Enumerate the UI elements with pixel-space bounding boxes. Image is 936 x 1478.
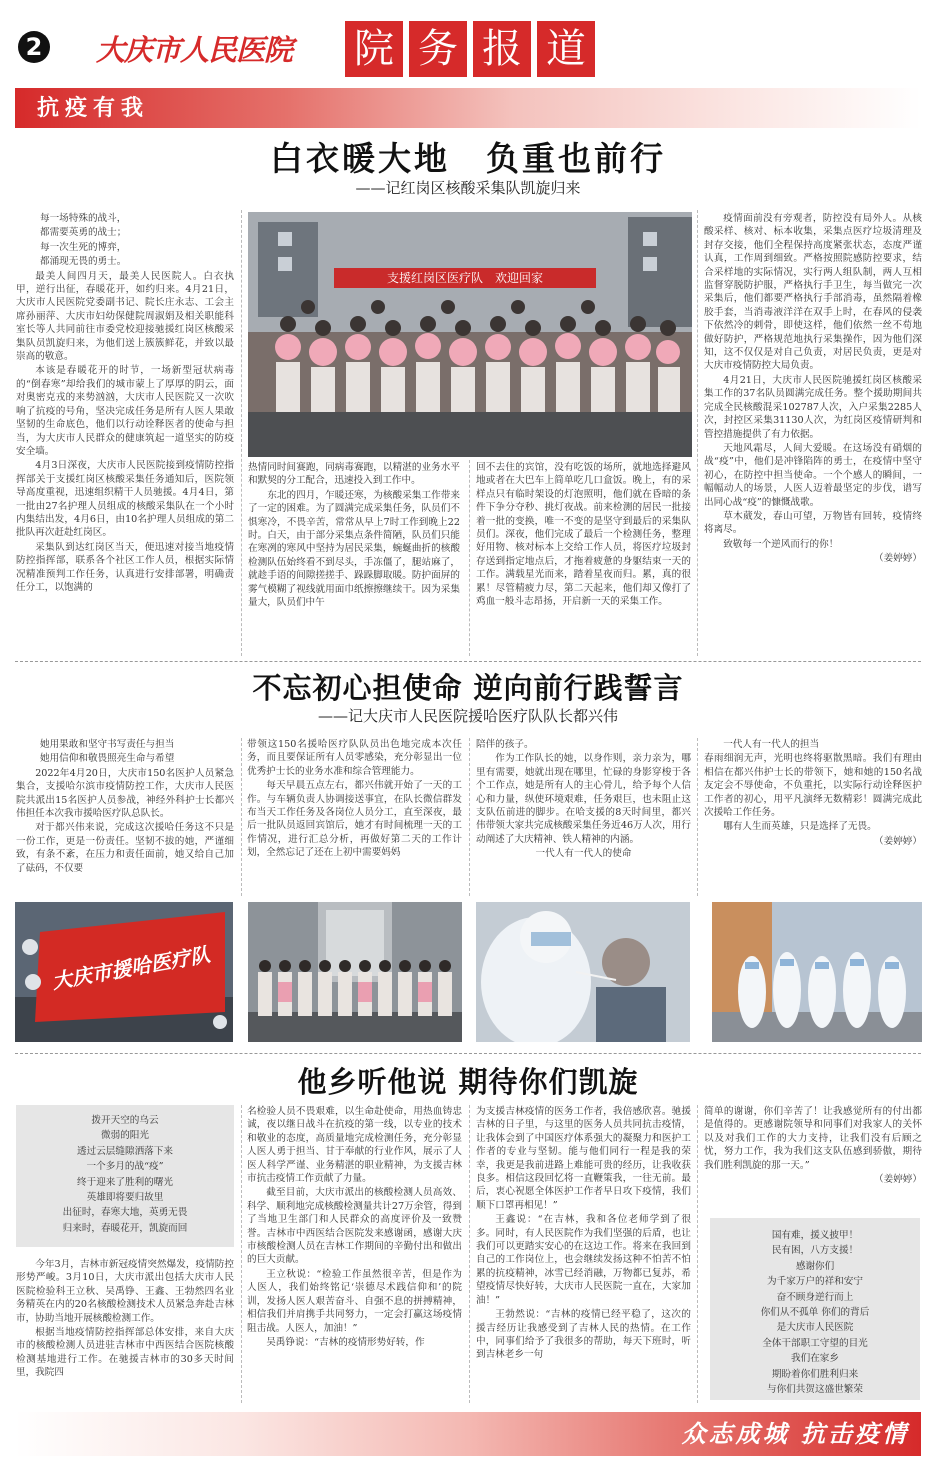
- column-divider: [697, 210, 698, 656]
- article-paragraph: 简单的谢谢，你们辛苦了！让我感觉所有的付出都是值得的。更感谢院领导和同事们对我家人的关怀以及对我们工作的大力支持，让我们没有后顾之忧，努力工作，我为我们这支队伍感到骄傲，期待我们胜利凯旋的那一天。”: [704, 1106, 922, 1171]
- article-paragraph: 疫情面前没有旁观者，防控没有局外人。从核酸采样、核对、标本收集，采集点医疗垃圾清理及封存交接，他们全程保持高度紧张状态，态度严谨认真，工作周到细致。严格按照院感防控要求，结合采样地的实际情况，实行两人组队制，两人互相监督穿脱防护服，严格执行手卫生，每当做完一次采集后，他们都要严格执行手部消毒，虽然隔着橡胶手套，当消毒液洋洋在双手上时，在春风的侵袭下依然冷的刺骨，即使这样，他们依然一丝不苟地做好防护，严格规范地执行采集操作，因为他们深知，这不仅仅是对自己负责，对居民负责，更是对大庆市疫情防控大局负责。: [704, 213, 922, 372]
- article-paragraph: 一代人有一代人的担当: [723, 739, 820, 750]
- poem-box-right: [710, 1218, 920, 1400]
- article-paragraph: 都需要英勇的战士；: [40, 227, 127, 239]
- poem-box-left: [16, 1105, 234, 1247]
- section-title-char: 道: [537, 21, 595, 77]
- section-title-char: 务: [409, 21, 467, 77]
- welcome-ceremony-photo: [248, 212, 692, 457]
- article2-col2: [247, 738, 462, 896]
- article-paragraph: 她用信仰和敬畏照亮生命与希望: [40, 753, 175, 765]
- poem-line: 感谢你们: [795, 1260, 835, 1272]
- poem-line: 期盼着你们胜利归来: [771, 1368, 859, 1380]
- article-paragraph: 天地风霜尽，人间大爱暖。在这场没有硝烟的战“疫”中，他们是冲锋陷阵的勇士，在疫情中坚守初心，在防控中担当使命。一个个感人的瞬间，一幅幅动人的场景，人医人迈着最坚定的步伐，谱写出同心战“疫”的慷慨战歌。: [704, 442, 922, 508]
- column-banner: [15, 88, 921, 128]
- article-paragraph: 根据当地疫情防控指挥部总体安排，来自大庆市的核酸检测人员进驻吉林市中西医结合医院核酸检测基地进行工作。在驰援吉林市的30多天时间里，我院四: [16, 1327, 234, 1379]
- column-divider: [241, 1105, 242, 1403]
- section-title-char: 院: [345, 21, 403, 77]
- article-paragraph: 她用果敢和坚守书写责任与担当: [40, 739, 175, 750]
- article-separator: [15, 1053, 921, 1054]
- article-paragraph: 哪有人生而英雄，只是选择了无畏。: [723, 821, 877, 833]
- article-paragraph: 热情同时间赛跑，同病毒赛跑，以精湛的业务水平和默契的分工配合，迅速投入到工作中。: [248, 462, 460, 487]
- article-paragraph: 4月21日，大庆市人民医院驰援红岗区核酸采集工作的37名队员圆满完成任务。整个援助期间共完成全民核酸混采102787人次，入户采集2285人次，封控区采集31130人次，为红岗区疫情研判和管控措施提供了有力依据。: [704, 374, 922, 440]
- column-divider: [469, 738, 470, 896]
- article1-col2: [248, 461, 460, 653]
- poem-line: 为千家万户的祥和安宁: [767, 1276, 863, 1288]
- article2-col1: [16, 738, 234, 896]
- article-paragraph: 王勃然说：“吉林的疫情已经平稳了，这次的援吉经历让我感受到了吉林人民的热情。在工作中，同事们给予了我很多的帮助，每天下班时，听到吉林老乡一句: [476, 1309, 691, 1361]
- article-paragraph: 都涌现无畏的勇士。: [40, 256, 127, 268]
- article3-title: 他乡听他说 期待你们凯旋: [297, 1065, 639, 1099]
- article1-col4: [704, 212, 922, 652]
- article-paragraph: 采集队到达红岗区当天，便迅速对接当地疫情防控指挥部，联系各个社区工作人员，根据实际情况精准预判工作任务，认真进行安排部署，明确责任分工，以饱满的: [16, 541, 234, 593]
- poem-line: 奋不顾身逆行而上: [776, 1291, 854, 1303]
- article-paragraph: 每天早晨五点左右，都兴伟就开始了一天的工作。与车辆负责人协调接送事宜，在队长微信群发布当天工作任务及各岗位人员分工，直至深夜，最后一批队员返回宾馆后，她才有时间梳理一天的工作情况，进行汇总分析，再做好第二天的工作计划，全然忘记了还在上初中需要妈妈: [247, 780, 462, 859]
- column-divider: [469, 460, 470, 656]
- section-title-char: 报: [473, 21, 531, 77]
- article2-title: 不忘初心担使命 逆向前行践誓言: [252, 671, 684, 705]
- article-paragraph: 草木葳发，春山可望，万物皆有回转，疫情终将离尽。: [704, 510, 922, 536]
- poem-line: 是大庆市人民医院: [776, 1322, 854, 1334]
- masthead: [0, 0, 936, 92]
- poem-line: 英雄即将要归故里: [86, 1192, 164, 1204]
- poem-line: 我们在家乡: [791, 1353, 839, 1365]
- welcome-ceremony-illustration: [248, 212, 692, 457]
- poem-box-left-text: [16, 1113, 234, 1236]
- article-paragraph: 陪伴的孩子。: [476, 739, 534, 750]
- poem-line: 民有困，八方支援！: [771, 1245, 859, 1257]
- article-paragraph: 王立秋说：“检验工作虽然很辛苦，但是作为人医人，我们始终铭记‘崇德尽术践信仰和’的院训，发扬人医人艰苦奋斗、自强不息的拼搏精神，相信我们并肩携手共同努力，一定会打赢这场疫情阻击战。人医人，加油！”: [247, 1268, 462, 1334]
- poem-line: 你们从不孤单 你们的背后: [760, 1307, 870, 1319]
- article-paragraph: 致敬每一个逆风而行的你！: [723, 538, 839, 550]
- medical-team-flag-photo: [15, 902, 233, 1042]
- article-paragraph: 本该是春暖花开的时节，一场新型冠状病毒的“倒春寒”却给我们的城市蒙上了厚厚的阴云，面对奥密克戎的来势汹汹，大庆市人民医院又一次吹响了抗疫的号角，坚决完成任务是所有人医人果敢坚韧的生命底色，他们以行动诠释医者的使命与担当，为大庆市人民群众的健康筑起一道坚实的防疫安全墙。: [16, 365, 234, 457]
- article-paragraph: 带领这150名援哈医疗队队员出色地完成本次任务，而且要保证所有人员零感染，充分彰显出一位优秀护士长的业务水准和综合管理能力。: [247, 739, 462, 777]
- welcome-banner: 支援红岗区医疗队 欢迎回家: [334, 268, 596, 288]
- article-separator: [15, 661, 921, 662]
- poem-line: 国有难，援义披甲！: [771, 1230, 859, 1241]
- author-signature: （姜婷婷）: [874, 835, 922, 847]
- article-paragraph: 最美人间四月天，最美人民医院人。白衣执甲，逆行出征，春暖花开，如约归来。4月21日，大庆市人民医院党委副书记、院长庄永志、工会主席孙丽萍、大庆市妇幼保健院周淑娟及相关职能科室长等人共同前往市委党校迎接驰援红岗区核酸采集队员凯旋归来，为他们送上簇簇鲜花，并致以最崇高的敬意。: [16, 270, 234, 363]
- article-paragraph: 每一次生死的博弈，: [40, 241, 127, 253]
- article3-col3: [476, 1105, 691, 1403]
- article-paragraph: 今年3月，吉林市新冠疫情突然爆发，疫情防控形势严峻。3月10日，大庆市派出包括大庆市人民医院检验科王立秋、吴禹铮、王鑫、王勃然四名业务精英在内的20名核酸检测技术人员紧急奔赴吉林市，协助当地开展核酸检测工作。: [16, 1259, 234, 1324]
- footer-slogan: 众志成城 抗击疫情: [681, 1419, 909, 1448]
- poem-line: 一个多月的战“疫”: [86, 1161, 164, 1173]
- article1-subtitle: ——记红岗区核酸采集队凯旋归来: [355, 179, 581, 197]
- medical-team-group-photo: [248, 902, 462, 1042]
- article2-col4: [704, 738, 922, 896]
- hospital-name: 大庆市人民医院: [96, 33, 293, 67]
- column-divider: [241, 210, 242, 656]
- protective-suits-team-photo: [712, 902, 922, 1042]
- article-paragraph: 回不去住的宾馆，没有吃饭的场所，就地选择避风地或者在大巴车上简单吃几口盒饭。晚上，有的采样点只有临时架设的灯泡照明，他们就在昏暗的条件下争分夺秒、挑灯夜战。前来检测的居民一批接着一批的变换，唯一不变的是坚守到最后的采集队员们。深夜，他们完成了最后一个检测任务，整理好用物、核对标本上交给工作人员，将医疗垃圾封存送到指定地点后，才拖着疲惫的身躯结束一天的工作。满载星光而来，踏着星夜而归。累，真的很累！尽管精疲力尽，第二天起来，他们却又像打了鸡血一般斗志昂扬，开启新一天的采集工作。: [476, 462, 691, 608]
- article2-subtitle: ——记大庆市人民医院援哈医疗队队长都兴伟: [317, 707, 618, 725]
- column-banner-label: 抗疫有我: [37, 95, 150, 121]
- article-paragraph: 王鑫说：“在吉林，我和各位老师学到了很多。同时，有人民医院作为我们坚强的后盾，也让我们可以更踏实安心的在这边工作。将来在我回到自己的工作岗位上，也会继续发扬这种不怕苦不怕累的抗疫精神，冰雪已经消融，万物都已复苏，希望疫情尽快好转，大庆市人民医院一直在，大家加油！”: [476, 1214, 691, 1306]
- article-paragraph: 一代人有一代人的使命: [535, 848, 632, 860]
- article3-col1: [16, 1258, 234, 1403]
- article-paragraph: 每一场特殊的战斗，: [40, 213, 127, 224]
- poem-box-right-text: [710, 1228, 920, 1397]
- article3-col4: [704, 1105, 922, 1209]
- column-divider: [469, 1105, 470, 1403]
- author-signature: （姜婷婷）: [874, 553, 922, 565]
- article-paragraph: 吴禹铮说：“吉林的疫情形势好转，作: [266, 1336, 425, 1348]
- section-title: [345, 21, 665, 77]
- article-paragraph: 东北的四月，乍暖还寒，为核酸采集工作带来了一定的困难。为了圆满完成采集任务，队员们不惧寒冷，不畏辛苦，常常从早上7时工作到晚上22时。白天，由于部分采集点条件简陋，队员们只能在寒冽的寒风中坚持为居民采集，蜿蜒曲折的核酸检测队伍始终看不到尽头，手冻僵了，腿站麻了，就趁手语的间隙搓搓手、跺跺脚取暖。防护面屏的雾气模糊了视线就用面巾纸擦擦继续干。因为采集量大，队员们中午: [248, 489, 460, 609]
- footer-banner: [15, 1412, 921, 1456]
- poem-line: 归来时，春暖花开，凯旋而回: [62, 1222, 188, 1234]
- poem-line: 终于迎来了胜利的曙光: [77, 1176, 173, 1188]
- poem-line: 微弱的阳光: [101, 1130, 149, 1142]
- article-paragraph: 2022年4月20日，大庆市150名医护人员紧急集合，支援哈尔滨市疫情防控工作，大庆市人民医院共派出15名医护人员参战，神经外科护士长都兴伟担任本次我市援哈医疗队总队长。: [16, 767, 234, 820]
- flag-text: 大庆市援哈医疗队: [50, 942, 212, 994]
- column-divider: [241, 738, 242, 896]
- article-paragraph: 4月3日深夜，大庆市人民医院接到疫情防控指挥部关于支援红岗区核酸采集任务通知后，医院领导高度重视，迅速组织精干人员驰援。4月4日，第一批由27名护理人员组成的核酸采集队在一个小时内集结出发，4月6日，由10名护理人员组成的第二批队再次赶赴红岗区。: [16, 460, 234, 539]
- swab-sampling-photo: [476, 902, 690, 1042]
- poem-line: 与你们共贺这盛世繁荣: [767, 1384, 863, 1396]
- article-paragraph: 为支援吉林疫情的医务工作者，我倍感欣喜。驰援吉林的日子里，与这里的医务人员共同抗击疫情，让我体会到了中国医疗体系强大的凝聚力和医护工作者的专业与坚韧。能与他们同行一程是我的荣幸，我更是我前进路上难能可贵的经历，让我收获良多。相信这段回忆将一直鞭策我，一往无前。最后，衷心祝愿全体医护工作者早日攻下疫情，我们顺下口罩再相见！”: [476, 1106, 691, 1211]
- poem-line: 拨开天空的乌云: [91, 1115, 159, 1126]
- article1-col1: [16, 212, 234, 652]
- page-number-badge: 2: [18, 31, 50, 63]
- column-divider: [697, 1105, 698, 1403]
- column-divider: [697, 738, 698, 896]
- article-paragraph: 对于都兴伟来说，完成这次援哈任务这不只是一份工作，更是一份责任。坚韧不拔的她，严谨细致，有条不紊，在压力和责任面前，她又给自己加了砝码，不仅要: [16, 822, 234, 874]
- poem-line: 透过云层缝隙洒落下来: [77, 1145, 173, 1157]
- article-paragraph: 作为工作队长的她，以身作则，亲力亲为，哪里有需要，她就出现在哪里，忙碌的身影穿梭于各个工作点，她是所有人的主心骨儿，给予每个人信心和力量，纵使环境艰难，任务艰巨，也未阻止这支队伍前进的脚步。在哈支援的8天时间里，都兴伟带领大家共完成核酸采集任务近46万人次，用行动阐述了大庆精神、铁人精神的内涵。: [476, 753, 691, 845]
- poem-line: 出征时，春寒大地，英勇无畏: [62, 1207, 188, 1219]
- article3-col2: [247, 1105, 462, 1403]
- poem-line: 全体干部职工守望的目光: [762, 1337, 868, 1349]
- article-paragraph: 截至目前，大庆市派出的核酸检测人员高效、科学、顺利地完成核酸检测量共计27万余管，得到了当地卫生部门和人民群众的高度评价及一致赞誉。吉林市中西医结合医院发来感谢函，感谢大庆市核酸检测人员在吉林工作期间的辛勤付出和做出的巨大贡献。: [247, 1187, 462, 1266]
- author-signature: （姜婷婷）: [874, 1174, 922, 1186]
- article-paragraph: 春雨细润无声，光明也终将驱散黑暗。我们有理由相信在都兴伟护士长的带领下，她和她的150名战友定会不辱使命，不负重托，以实际行动诠释医护工作者的初心，用平凡演绎无数精彩！圆满完成此次援哈工作任务。: [704, 753, 922, 819]
- article1-title: 白衣暖大地 负重也前行: [270, 139, 666, 178]
- article-paragraph: 名检验人员不畏艰难，以生命赴使命，用热血铸忠诚，夜以继日战斗在抗疫的第一线，以专业的技术和敬业的态度，高质量地完成检测任务，充分彰显人医人勇于担当、甘于奉献的行业作风，展示了人医人科学严谨、业务精湛的职业精神，为支援吉林市抗击疫情工作贡献了力量。: [247, 1106, 462, 1185]
- article1-col3: [476, 461, 691, 653]
- article2-col3: [476, 738, 691, 896]
